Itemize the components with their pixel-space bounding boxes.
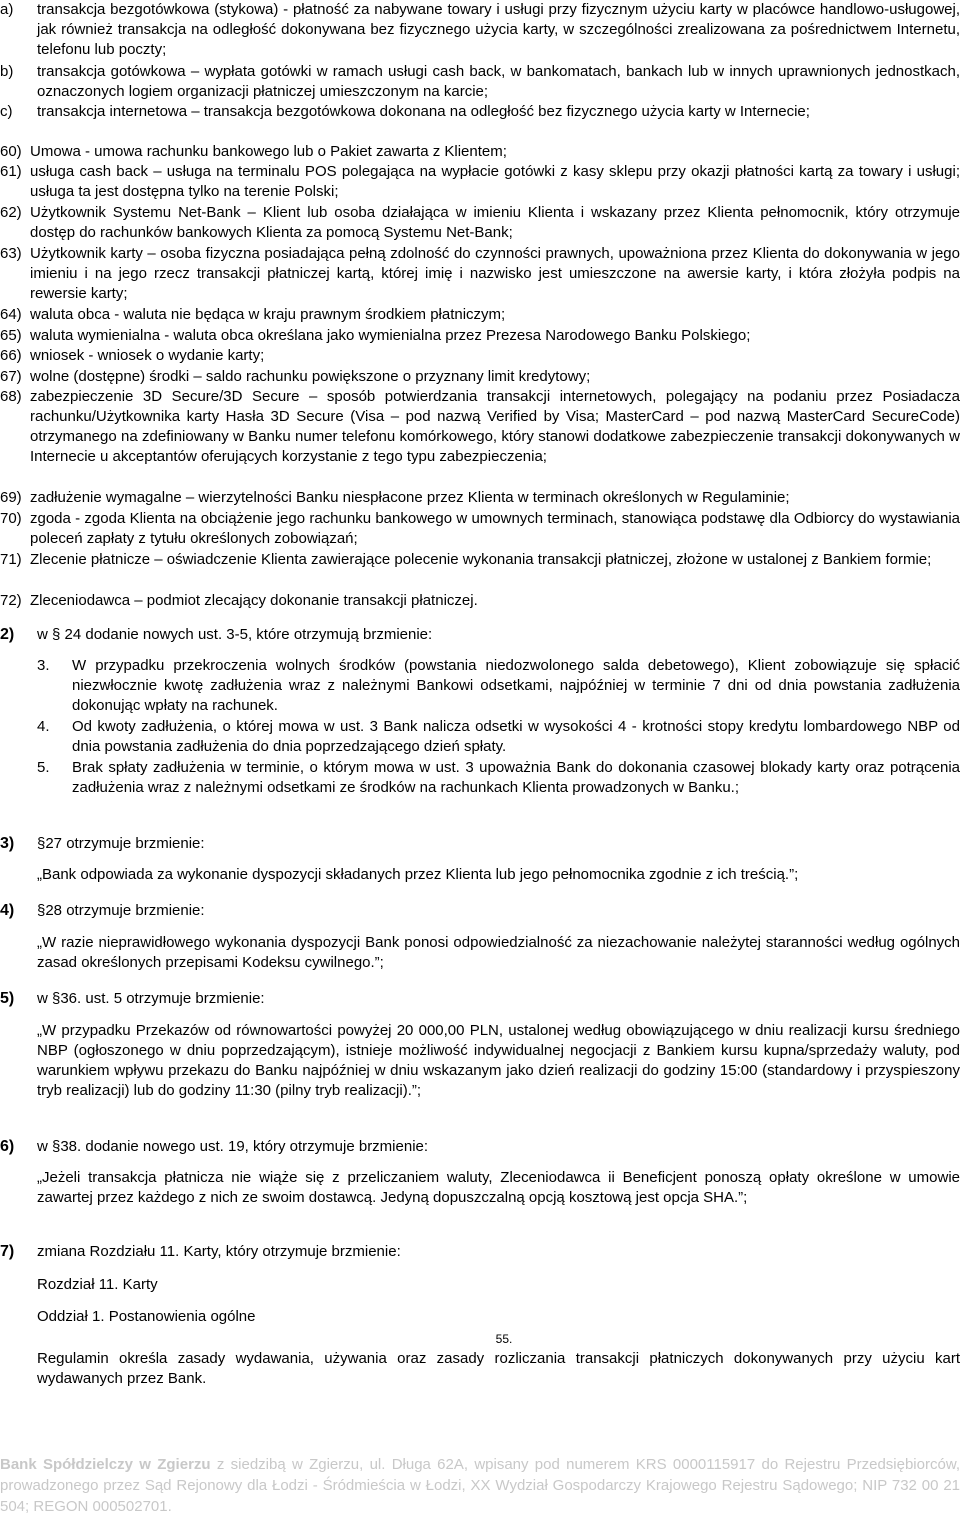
item-marker: 65) bbox=[0, 327, 22, 344]
item-text: Umowa - umowa rachunku bankowego lub o Pakiet zawarta z Klientem; bbox=[30, 143, 507, 160]
item-text: zabezpieczenie 3D Secure/3D Secure – sposób potwierdzania transakcji internetowych, polegający na podaniu przez Posiadacza rachunku/Użytkownika karty Hasła 3D Secure (Visa – pod nazwą Verified by Visa; MasterCard – pod nazwą MasterCard SecureCode) otrzymanego na zdefiniowany w Banku numer telefonu komórkowego, który stanowi dodatkowe zabezpieczenie transakcji dokonywanych w Internecie u akceptantów oferujących korzystanie z tego typu zabezpieczenia; bbox=[30, 388, 960, 465]
item-text: wniosek - wniosek o wydanie karty; bbox=[30, 347, 265, 364]
item-text: zgoda - zgoda Klienta na obciążenie jego rachunku bankowego w umownych terminach, stanowiąca podstawę dla Odbiorcy do wystawiania poleceń zapłaty z tytułu określonych zobowiązań; bbox=[30, 510, 960, 547]
item-text: Użytkownik karty – osoba fizyczna posiadająca pełną zdolność do czynności prawnych, upoważniona przez Klienta do dokonywania w jego imieniu i na jego rzecz transakcji płatniczej kartą, której imię i nazwisko jest umieszczone na awersie karty, i która złożyła podpis na rewersie karty; bbox=[30, 245, 960, 302]
item-text: usługa cash back – usługa na terminalu POS polegająca na wypłacie gotówki z kasy sklepu przy okazji płatności kartą za towary i usługi; usługa ta jest dostępna tylko na terenie Polski; bbox=[30, 163, 960, 200]
item-text: transakcja gotówkowa – wypłata gotówki w ramach usługi cash back, w bankomatach, bankach lub w innych uprawnionych jednostkach, oznaczonych logiem organizacji płatniczej umieszczonym na karcie; bbox=[37, 63, 960, 100]
item-marker: 61) bbox=[0, 163, 22, 180]
item-text: Zlecenie płatnicze – oświadczenie Klienta zawierające polecenie wykonania transakcji płatniczej, złożone w ustalonej z Bankiem formie; bbox=[30, 551, 932, 568]
section-number: 2) bbox=[0, 626, 15, 643]
footer-text: z siedzibą w Zgierzu, ul. Długa 62A, wpisany pod numerem KRS 0000115917 do Rejestru Przedsiębiorców, prowadzonego przez Sąd Rejonowy dla Łodzi - Śródmieścia w Łodzi, XX Wydział Gospodarczy Krajowego Rejestru Sądowego; NIP 732 00 21 504; REGON 000502701. bbox=[0, 1456, 960, 1515]
section-heading: w §38. dodanie nowego ust. 19, który otrzymuje brzmienie: bbox=[37, 1138, 429, 1155]
item-text: transakcja internetowa – transakcja bezgotówkowa dokonana na odległość bez fizycznego użycia karty w Internecie; bbox=[37, 103, 810, 120]
paragraph-number: 3. bbox=[37, 657, 50, 674]
page-footer bbox=[0, 1454, 960, 1517]
item-text: zadłużenie wymagalne – wierzytelności Banku niespłacone przez Klienta w terminach określonych w Regulaminie; bbox=[30, 489, 790, 506]
item-marker: 71) bbox=[0, 551, 22, 568]
item-marker: 66) bbox=[0, 347, 22, 364]
item-marker: 67) bbox=[0, 368, 22, 385]
footer-bank-name: Bank Spółdzielczy w Zgierzu bbox=[0, 1456, 211, 1473]
item-marker: b) bbox=[0, 63, 14, 80]
item-marker: 69) bbox=[0, 489, 22, 506]
section-heading: w § 24 dodanie nowych ust. 3-5, które otrzymują brzmienie: bbox=[37, 626, 433, 643]
section-number: 4) bbox=[0, 902, 15, 919]
paragraph-number: 5. bbox=[37, 759, 50, 776]
paragraph-text: Brak spłaty zadłużenia w terminie, o którym mowa w ust. 3 upoważnia Bank do dokonania czasowej blokady karty oraz potrącenia zadłużenia wraz z należnymi odsetkami ze środków na rachunkach Klienta prowadzonych w Banku.; bbox=[72, 759, 960, 796]
item-marker: c) bbox=[0, 103, 13, 120]
section-heading: w §36. ust. 5 otrzymuje brzmienie: bbox=[37, 990, 265, 1007]
item-marker: 72) bbox=[0, 592, 22, 609]
chapter-body-text: Regulamin określa zasady wydawania, używania oraz zasady rozliczania transakcji płatniczych dokonywanych przy użyciu kart wydawanych przez Bank. bbox=[37, 1350, 960, 1387]
item-marker: a) bbox=[0, 1, 14, 18]
section-number: 3) bbox=[0, 835, 15, 852]
section-heading: §28 otrzymuje brzmienie: bbox=[37, 902, 205, 919]
item-text: Użytkownik Systemu Net-Bank – Klient lub osoba działająca w imieniu Klienta i wskazany przez Klienta pełnomocnik, który otrzymuje dostęp do rachunków bankowych Klienta za pomocą Systemu Net-Bank; bbox=[30, 204, 960, 241]
item-marker: 62) bbox=[0, 204, 22, 221]
item-marker: 63) bbox=[0, 245, 22, 262]
quoted-text: „W razie nieprawidłowego wykonania dyspozycji Bank ponosi odpowiedzialność za niezachowanie należytej staranności według ogólnych zasad określonych przepisami Kodeksu cywilnego.”; bbox=[37, 934, 960, 971]
item-text: waluta wymienialna - waluta obca określana jako wymienialna przez Prezesa Narodowego Banku Polskiego; bbox=[30, 327, 751, 344]
quoted-text: „Bank odpowiada za wykonanie dyspozycji składanych przez Klienta lub jego pełnomocnika zgodnie z ich treścią.”; bbox=[37, 866, 799, 883]
item-text: transakcja bezgotówkowa (stykowa) - płatność za nabywane towary i usługi przy fizycznym użyciu karty w placówce handlowo-usługowej, jak również transakcja na odległość dokonywana bez fizycznego użycia karty, w szczególności zrealizowana za pośrednictwem Internetu, telefonu lub poczty; bbox=[37, 1, 960, 58]
section-number: 7) bbox=[0, 1243, 15, 1260]
section-number: 5) bbox=[0, 990, 15, 1007]
item-text: wolne (dostępne) środki – saldo rachunku powiększone o przyznany limit kredytowy; bbox=[30, 368, 591, 385]
item-marker: 68) bbox=[0, 388, 22, 405]
paragraph-number: 4. bbox=[37, 718, 50, 735]
paragraph-mark: 55. bbox=[495, 1332, 513, 1346]
chapter-title: Rozdział 11. Karty bbox=[37, 1276, 158, 1293]
section-heading: §27 otrzymuje brzmienie: bbox=[37, 835, 205, 852]
item-text: Zleceniodawca – podmiot zlecający dokonanie transakcji płatniczej. bbox=[30, 592, 478, 609]
item-text: waluta obca - waluta nie będąca w kraju prawnym środkiem płatniczym; bbox=[30, 306, 506, 323]
item-marker: 70) bbox=[0, 510, 22, 527]
item-marker: 64) bbox=[0, 306, 22, 323]
section-heading: zmiana Rozdziału 11. Karty, który otrzymuje brzmienie: bbox=[37, 1243, 401, 1260]
section-number: 6) bbox=[0, 1138, 15, 1155]
division-title: Oddział 1. Postanowienia ogólne bbox=[37, 1308, 256, 1325]
paragraph-text: Od kwoty zadłużenia, o której mowa w ust. 3 Bank nalicza odsetki w wysokości 4 - krotności stopy kredytu lombardowego NBP od dnia powstania zadłużenia do dnia poprzedzającego dzień spłaty. bbox=[72, 718, 960, 755]
item-marker: 60) bbox=[0, 143, 22, 160]
quoted-text: „W przypadku Przekazów od równowartości powyżej 20 000,00 PLN, ustalonej według obowiązującego w dniu realizacji kursu średniego NBP (ogłoszonego w dniu poprzedzającym), istnieje możliwość indywidualnej negocjacji z Bankiem kursu kupna/sprzedaży waluty, pod warunkiem wpływu przekazu do Banku najpóźniej w dniu wskazanym jako dzień realizacji do godziny 15:00 (standardowy i przyspieszony tryb realizacji) lub do godziny 11:30 (pilny tryb realizacji).”; bbox=[37, 1022, 960, 1099]
quoted-text: „Jeżeli transakcja płatnicza nie wiąże się z przeliczaniem waluty, Zleceniodawca ii Beneficjent ponoszą opłaty określone w umowie zawartej przez każdego z nich ze swoim dostawcą. Jedyną dopuszczalną opcją kosztową jest opcja SHA.”; bbox=[37, 1169, 960, 1206]
paragraph-text: W przypadku przekroczenia wolnych środków (powstania niedozwolonego salda debetowego), Klient zobowiązuje się spłacić niezwłocznie kwotę zadłużenia wraz z należnymi Bankowi odsetkami, najpóźniej w terminie 7 dni od dnia powstania zadłużenia dokonując wpłaty na rachunek. bbox=[72, 657, 960, 714]
